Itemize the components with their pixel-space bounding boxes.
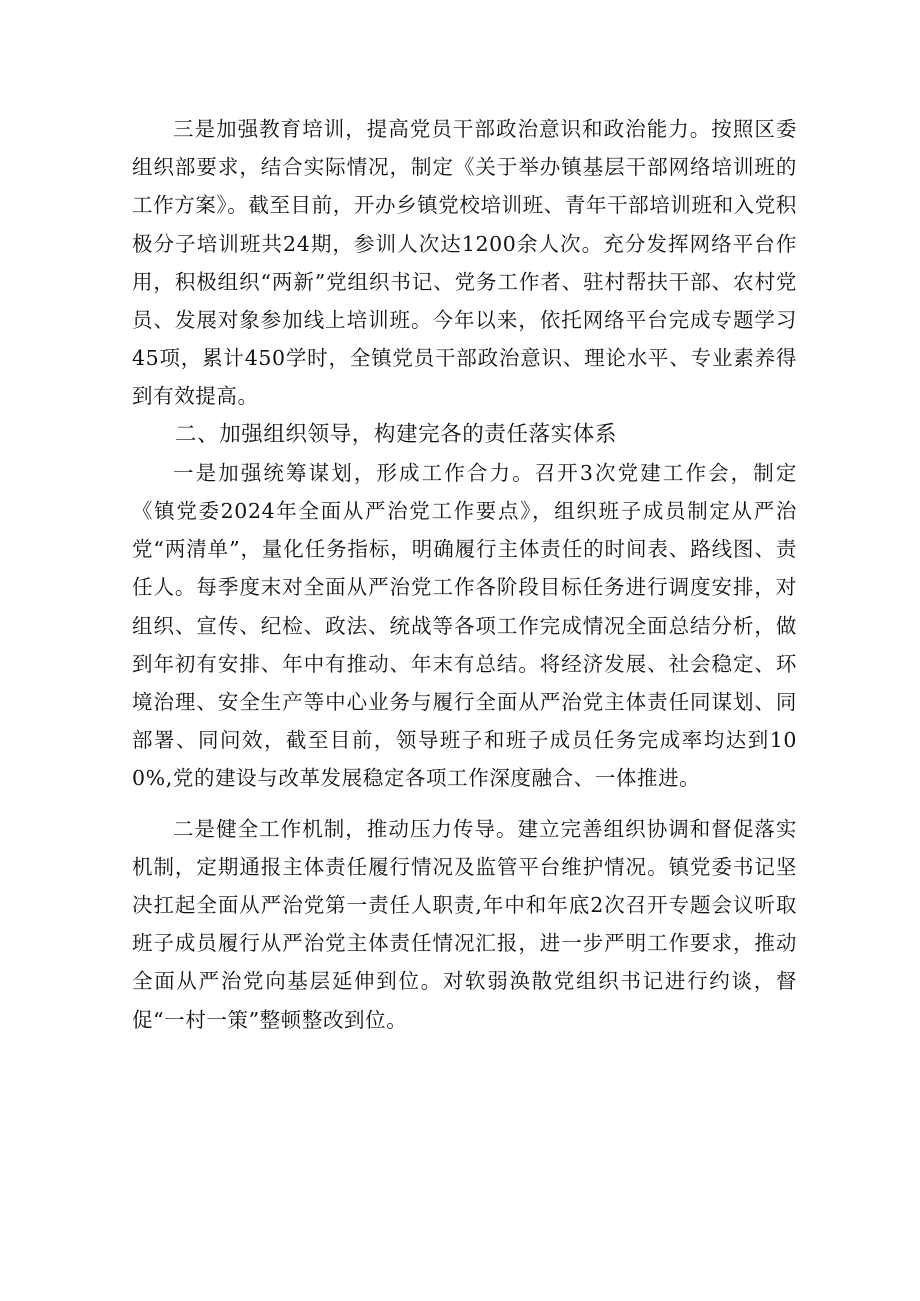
section-heading-2: 二、加强组织领导，构建完各的责任落实体系 <box>175 421 618 447</box>
paragraph-work-mechanism: 二是健全工作机制，推动压力传导。建立完善组织协调和督促落实机制，定期通报主体责任履行情况及监管平台维护情况。镇党委书记坚决扛起全面从严治党第一责任人职责,年中和年底2次召开专题会议听取班子成员履行从严治党主体责任情况汇报，进一步严明工作要求，推动全面从严治党向基层延伸到位。对软弱涣散党组织书记进行约谈，督促“一村一策”整顿整改到位。 <box>132 816 797 1032</box>
paragraph-overall-planning: 一是加强统筹谋划，形成工作合力。召开3次党建工作会，制定《镇党委2024年全面从严治党工作要点》，组织班子成员制定从严治党“两清单”，量化任务指标，明确履行主体责任的时间表、路线图、责任人。每季度末对全面从严治党工作各阶段目标任务进行调度安排，对组织、宣传、纪检、政法、统战等各项工作完成情况全面总结分析，做到年初有安排、年中有推动、年末有总结。将经济发展、社会稳定、环境治理、安全生产等中心业务与履行全面从严治党主体责任同谋划、同部署、同问效，截至目前，领导班子和班子成员任务完成率均达到100%,党的建设与改革发展稳定各项工作深度融合、一体推进。 <box>132 460 797 791</box>
document-body <box>132 110 797 1039</box>
paragraph-education-training: 三是加强教育培训，提高党员干部政治意识和政治能力。按照区委组织部要求，结合实际情况，制定《关于举办镇基层干部网络培训班的工作方案》。截至目前，开办乡镇党校培训班、青年干部培训班和入党积极分子培训班共24期，参训人次达1200余人次。充分发挥网络平台作用，积极组织“两新”党组织书记、党务工作者、驻村帮扶干部、农村党员、发展对象参加线上培训班。今年以来，依托网络平台完成专题学习45项，累计450学时，全镇党员干部政治意识、理论水平、专业素养得到有效提高。 <box>132 117 797 409</box>
